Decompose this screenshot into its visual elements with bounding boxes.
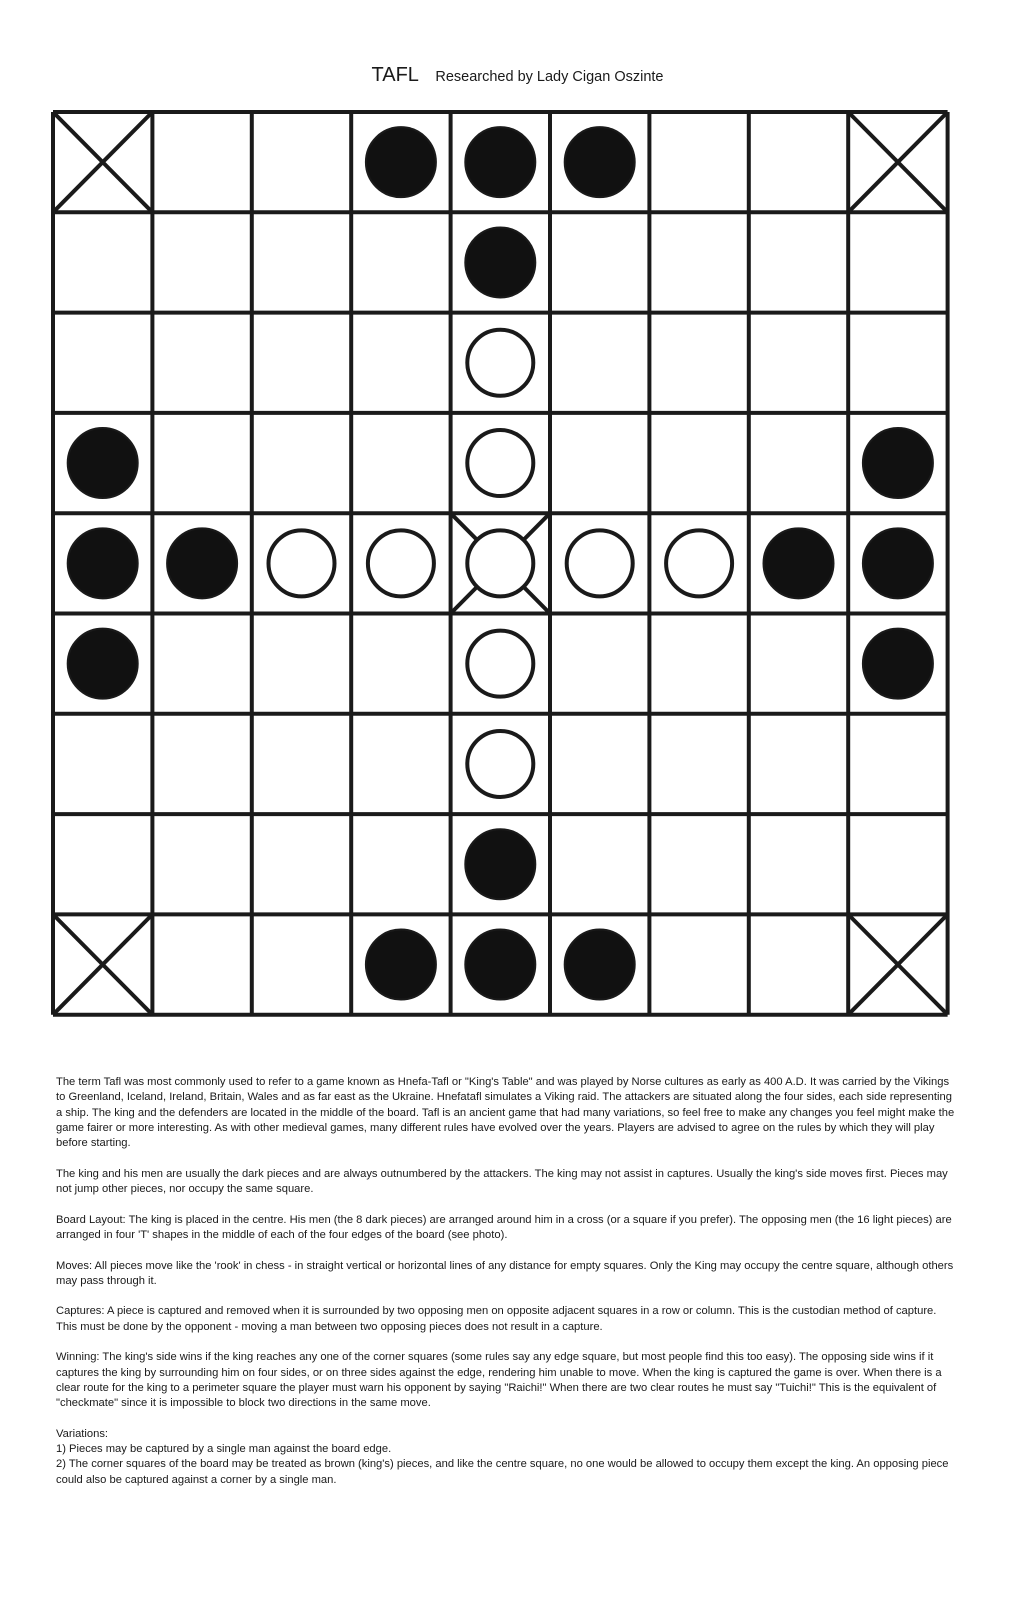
game-title: TAFL <box>371 64 419 86</box>
dark-piece <box>465 127 535 197</box>
dark-piece <box>465 227 535 297</box>
rules-text <box>56 1075 956 1488</box>
dark-piece <box>565 127 635 197</box>
rules-winning: Winning: The king's side wins if the king reaches any one of the corner squares (some rules say any edge square, but most people find this too easy). The opposing side wins if it captures the king by surrounding him on four sides, or on three sides against the edge, rendering him unable to move. When the king is captured the game is over. When there is a clear route for the king to a perimeter square the player must warn his opponent by saying "Raichi!" When there are two clear routes he must say "Tuichi!" This is the equivalent of "checkmate" since it is impossible to block two directions in the same move. <box>56 1351 942 1410</box>
dark-piece <box>863 428 933 498</box>
light-piece <box>467 530 533 596</box>
rules-board-layout: Board Layout: The king is placed in the centre. His men (the 8 dark pieces) are arranged around him in a cross (or a square if you prefer). The opposing men (the 16 light pieces) are arranged in four 'T' shapes in the middle of each of the four edges of the board (see photo). <box>56 1213 952 1241</box>
light-piece <box>269 530 335 596</box>
dark-piece <box>366 930 436 1000</box>
dark-piece <box>167 528 237 598</box>
dark-piece <box>863 629 933 699</box>
rules-variations <box>56 1427 956 1488</box>
light-piece <box>467 631 533 697</box>
rules-pieces: The king and his men are usually the dark pieces and are always outnumbered by the attackers. The king may not assist in captures. Usually the king's side moves first. Pieces may not jump other pieces, nor occupy the same square. <box>56 1167 948 1196</box>
rules-captures: Captures: A piece is captured and removed when it is surrounded by two opposing men on opposite adjacent squares in a row or column. This is the custodian method of capture. This must be done by the opponent - moving a man between two opposing pieces does not result in a capture. <box>56 1305 937 1333</box>
dark-piece <box>68 629 138 699</box>
light-piece <box>368 530 434 596</box>
dark-piece <box>68 528 138 598</box>
light-piece <box>467 330 533 396</box>
dark-piece <box>465 930 535 1000</box>
variation-item: 2) The corner squares of the board may be treated as brown (king's) pieces, and like the centre square, no one would be allowed to occupy them except the king. An opposing piece could also be captured against a corner by a single man. <box>56 1458 949 1486</box>
light-piece <box>467 731 533 797</box>
variations-heading: Variations: <box>56 1427 109 1440</box>
variation-item: 1) Pieces may be captured by a single man against the board edge. <box>56 1443 392 1456</box>
dark-piece <box>764 528 834 598</box>
rules-moves: Moves: All pieces move like the 'rook' in chess - in straight vertical or horizontal lines of any distance for empty squares. Only the King may occupy the centre square, although others may pass through it. <box>56 1259 954 1287</box>
author-credit: Researched by Lady Cigan Oszinte <box>435 69 664 85</box>
light-piece <box>567 530 633 596</box>
dark-piece <box>863 528 933 598</box>
dark-piece <box>465 829 535 899</box>
dark-piece <box>68 428 138 498</box>
light-piece <box>666 530 732 596</box>
rules-intro: The term Tafl was most commonly used to refer to a game known as Hnefa-Tafl or "King's Table" and was played by Norse cultures as early as 400 A.D. It was carried by the Vikings to Greenland, Iceland, Ireland, Britain, Wales and as far east as the Ukraine. Hnefatafl simulates a Viking raid. The attackers are situated along the four sides, each side representing a ship. The king and the defenders are located in the middle of the board. Tafl is an ancient game that had many variations, so feel free to make any changes you feel might make the game fairer or more interesting. As with other medieval games, many different rules have evolved over the years. Players are advised to agree on the rules by which they will play before starting. <box>56 1076 955 1150</box>
dark-piece <box>565 930 635 1000</box>
light-piece <box>467 430 533 496</box>
dark-piece <box>366 127 436 197</box>
